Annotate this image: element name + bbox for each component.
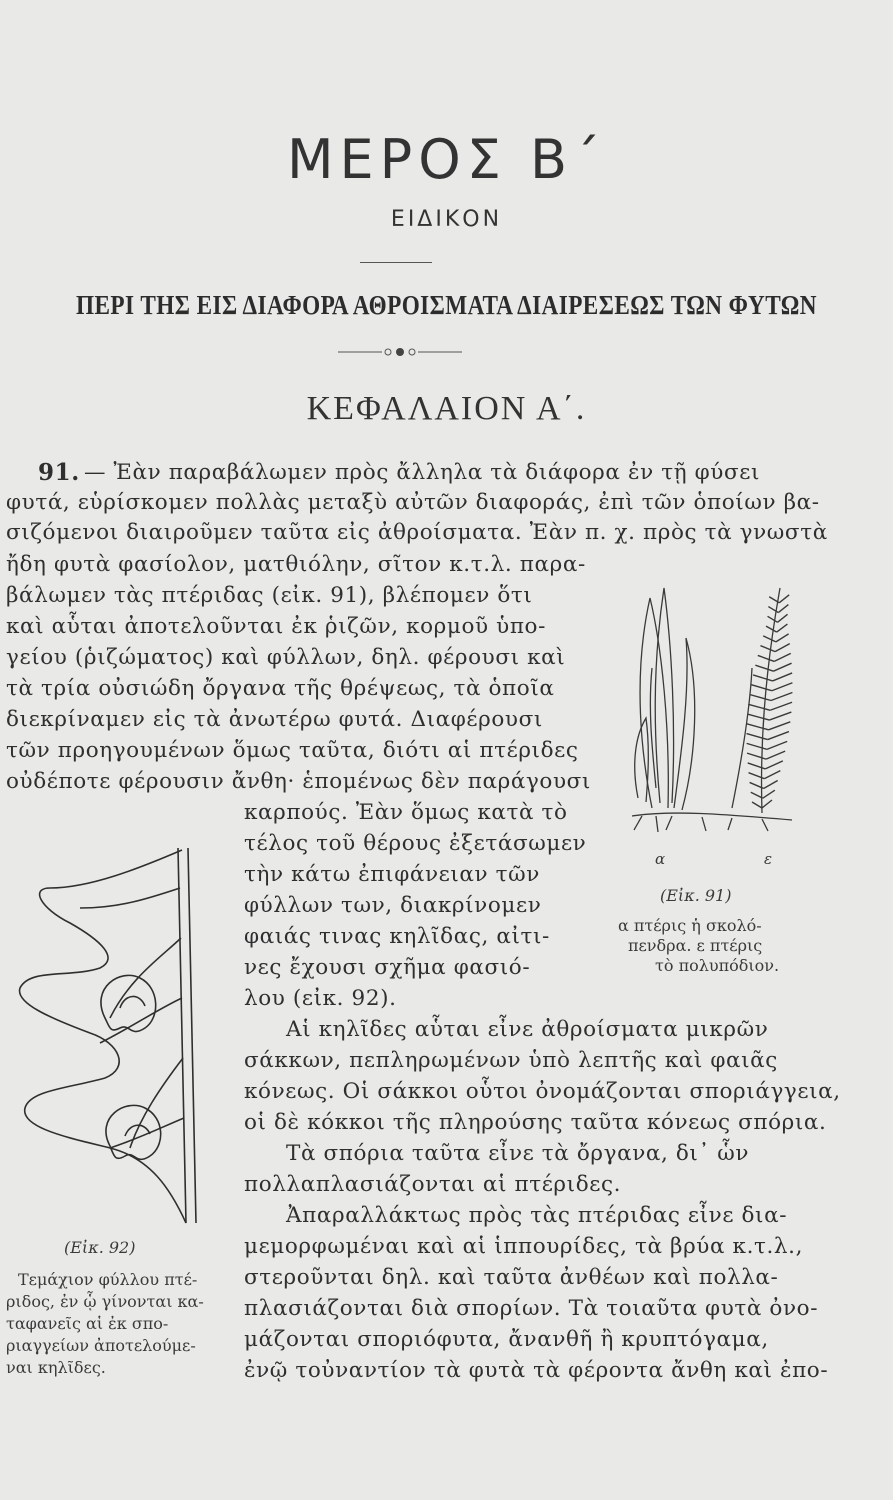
part-title: ΜΕΡΟΣ Β΄ xyxy=(286,128,607,191)
text-line: Ἀπαραλλάκτως πρὸς τὰς πτέριδας εἶνε δια- xyxy=(286,1203,788,1228)
figure92-caption-line: ριαγγείων ἀποτελούμε- xyxy=(6,1336,196,1355)
figure92-caption-line: ναι κηλῖδες. xyxy=(6,1358,106,1377)
text-line: Αἱ κηλῖδες αὗται εἶνε ἀθροίσματα μικρῶν xyxy=(286,1017,769,1042)
text-line: φυτά, εὑρίσκομεν πολλὰς μεταξὺ αὐτῶν διαφοράς, ἐπὶ τῶν ὁποίων βα- xyxy=(6,490,820,515)
text-line: Τὰ σπόρια ταῦτα εἶνε τὰ ὄργανα, δι᾽ ὧν xyxy=(286,1141,750,1166)
text-line: φύλλων των, διακρίνομεν xyxy=(244,893,542,918)
figure91-label-a: α xyxy=(655,850,666,868)
text-line: σιζόμενοι διαιροῦμεν ταῦτα εἰς ἀθροίσματα. Ἐὰν π. χ. πρὸς τὰ γνωστὰ xyxy=(6,520,828,545)
text-line: διεκρίναμεν εἰς τὰ ἀνωτέρω φυτά. Διαφέρουσι xyxy=(6,707,543,732)
text-line: οἱ δὲ κόκκοι τῆς πληρούσης ταῦτα κόνεως σπόρια. xyxy=(244,1110,827,1135)
leaf-fragment-illustration xyxy=(10,828,232,1228)
text-line: μάζονται σποριόφυτα, ἄνανθῆ ἢ κρυπτόγαμα, xyxy=(244,1327,769,1352)
figure92-caption-line: ριδος, ἐν ᾧ γίνονται κα- xyxy=(6,1292,204,1311)
text-line: νες ἔχουσι σχῆμα φασιό- xyxy=(244,955,531,980)
text-line: τὴν κάτω ἐπιφάνειαν τῶν xyxy=(244,862,540,887)
text-line: καὶ αὗται ἀποτελοῦνται ἐκ ῥιζῶν, κορμοῦ ὑπο- xyxy=(6,614,546,639)
figure92-caption-line: Τεμάχιον φύλλου πτέ- xyxy=(18,1270,198,1289)
figure91-caption-line: α πτέρις ἡ σκολό- xyxy=(618,916,762,935)
chapter-title: ΚΕΦΑΛΑΙΟΝ Α΄. xyxy=(306,390,587,427)
text-line: πολλαπλασιάζονται αἱ πτέριδες. xyxy=(244,1172,622,1197)
text-line: ἤδη φυτὰ φασίολον, ματθιόλην, σῖτον κ.τ.λ. παρα- xyxy=(6,552,586,577)
section-title: ΠΕΡΙ ΤΗΣ ΕΙΣ ΔΙΑΦΟΡΑ ΑΘΡΟΙΣΜΑΤΑ ΔΙΑΙΡΕΣΕΩΣ ΤΩΝ ΦΥΤΩΝ xyxy=(76,290,817,320)
text-line: — Ἐὰν παραβάλωμεν πρὸς ἄλληλα τὰ διάφορα ἐν τῇ φύσει xyxy=(84,460,761,485)
text-line: ἐνῷ τοὐναντίον τὰ φυτὰ τὰ φέροντα ἄνθη καὶ ἐπο- xyxy=(244,1358,829,1383)
divider-rule xyxy=(360,262,432,263)
figure91-caption-line: τὸ πολυπόδιον. xyxy=(655,956,780,975)
text-line: γείου (ῥιζώματος) καὶ φύλλων, δηλ. φέρουσι καὶ xyxy=(6,645,566,670)
text-line: κόνεως. Οἱ σάκκοι οὗτοι ὀνομάζονται σποριάγγεια, xyxy=(244,1079,841,1104)
text-line: φαιάς τινας κηλῖδας, αἰτι- xyxy=(244,924,550,949)
text-line: στεροῦνται δηλ. καὶ ταῦτα ἀνθέων καὶ πολλα- xyxy=(244,1265,779,1290)
fern-illustration xyxy=(612,558,812,838)
text-line: οὐδέποτε φέρουσιν ἄνθη· ἑπομένως δὲν παράγουσι xyxy=(6,769,591,794)
text-line: τὰ τρία οὐσιώδη ὄργανα τῆς θρέψεως, τὰ ὁποῖα xyxy=(6,676,555,701)
text-line: καρπούς. Ἐὰν ὅμως κατὰ τὸ xyxy=(244,800,568,825)
figure92-caption-line: ταφανεῖς αἱ ἐκ σπο- xyxy=(6,1314,169,1333)
text-line: μεμορφωμέναι καὶ αἱ ἱππουρίδες, τὰ βρύα κ.τ.λ., xyxy=(244,1234,804,1259)
text-line: σάκκων, πεπληρωμένων ὑπὸ λεπτῆς καὶ φαιᾶς xyxy=(244,1048,778,1073)
ornament-divider xyxy=(338,346,462,358)
text-line: τέλος τοῦ θέρους ἐξετάσωμεν xyxy=(244,831,587,856)
figure91-label-e: ε xyxy=(764,850,773,868)
text-line: λου (εἰκ. 92). xyxy=(244,986,397,1011)
text-line: τῶν προηγουμένων ὅμως ταῦτα, διότι αἱ πτέριδες xyxy=(6,738,579,763)
text-line: πλασιάζονται διὰ σπορίων. Τὰ τοιαῦτα φυτὰ ὀνο- xyxy=(244,1296,819,1321)
paragraph-number: 91. xyxy=(38,459,80,486)
figure91-caption-line: πενδρα. ε πτέρις xyxy=(628,936,763,955)
figure92-number: (Εἰκ. 92) xyxy=(64,1238,136,1257)
text-line: βάλωμεν τὰς πτέριδας (εἰκ. 91), βλέπομεν ὅτι xyxy=(6,583,533,608)
figure91-number: (Εἰκ. 91) xyxy=(660,886,732,905)
part-subtitle: ΕΙΔΙΚΟΝ xyxy=(390,207,503,232)
